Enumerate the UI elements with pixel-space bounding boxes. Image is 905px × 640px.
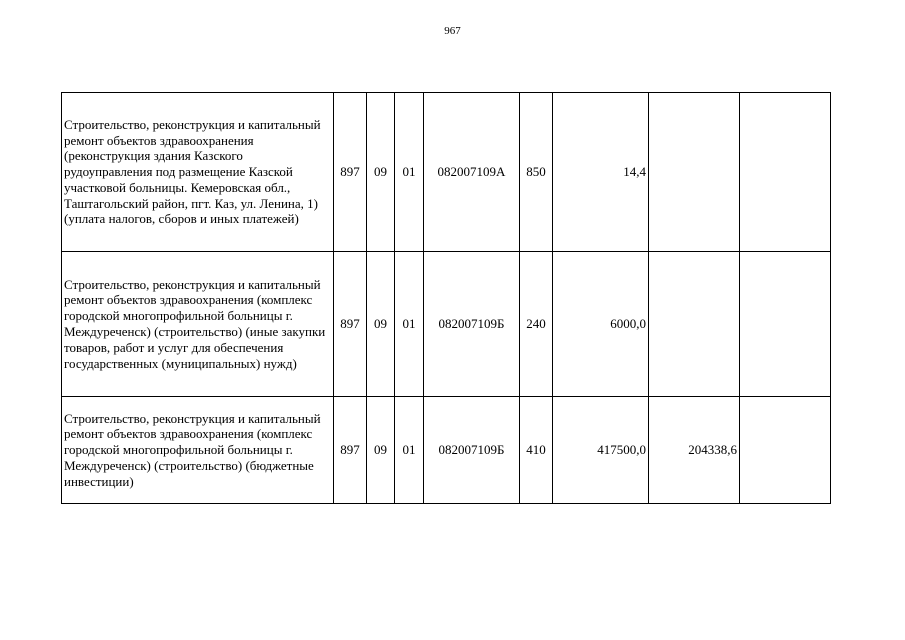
expense-type-code: 410: [520, 397, 553, 504]
subsection-code: 01: [395, 397, 424, 504]
page-number: 967: [444, 25, 461, 37]
target-article-code: 082007109А: [424, 93, 520, 252]
table-row: [62, 93, 831, 252]
row-description: Строительство, реконструкция и капитальный ремонт объектов здравоохранения (реконструкция здания Казского рудоуправления под размещение Казской участковой больницы. Кемеровская обл., Таштагольский район, пгт. Каз, ул. Ленина, 1) (уплата налогов, сборов и иных платежей): [62, 93, 334, 252]
budget-table: [61, 92, 831, 504]
amount-1: 417500,0: [553, 397, 649, 504]
section-code: 09: [367, 93, 395, 252]
amount-2: [649, 93, 740, 252]
amount-2: [649, 252, 740, 397]
amount-2: 204338,6: [649, 397, 740, 504]
expense-type-code: 240: [520, 252, 553, 397]
amount-3: [740, 93, 831, 252]
subsection-code: 01: [395, 93, 424, 252]
amount-1: 14,4: [553, 93, 649, 252]
ministry-code: 897: [334, 93, 367, 252]
ministry-code: 897: [334, 397, 367, 504]
section-code: 09: [367, 397, 395, 504]
row-description: Строительство, реконструкция и капитальный ремонт объектов здравоохранения (комплекс городской многопрофильной больницы г. Междуреченск) (строительство) (бюджетные инвестиции): [62, 397, 334, 504]
row-description: Строительство, реконструкция и капитальный ремонт объектов здравоохранения (комплекс городской многопрофильной больницы г. Междуреченск) (строительство) (иные закупки товаров, работ и услуг для обеспечения государственных (муниципальных) нужд): [62, 252, 334, 397]
section-code: 09: [367, 252, 395, 397]
table-row: [62, 397, 831, 504]
amount-1: 6000,0: [553, 252, 649, 397]
amount-3: [740, 397, 831, 504]
target-article-code: 082007109Б: [424, 252, 520, 397]
amount-3: [740, 252, 831, 397]
subsection-code: 01: [395, 252, 424, 397]
target-article-code: 082007109Б: [424, 397, 520, 504]
expense-type-code: 850: [520, 93, 553, 252]
ministry-code: 897: [334, 252, 367, 397]
table-row: [62, 252, 831, 397]
